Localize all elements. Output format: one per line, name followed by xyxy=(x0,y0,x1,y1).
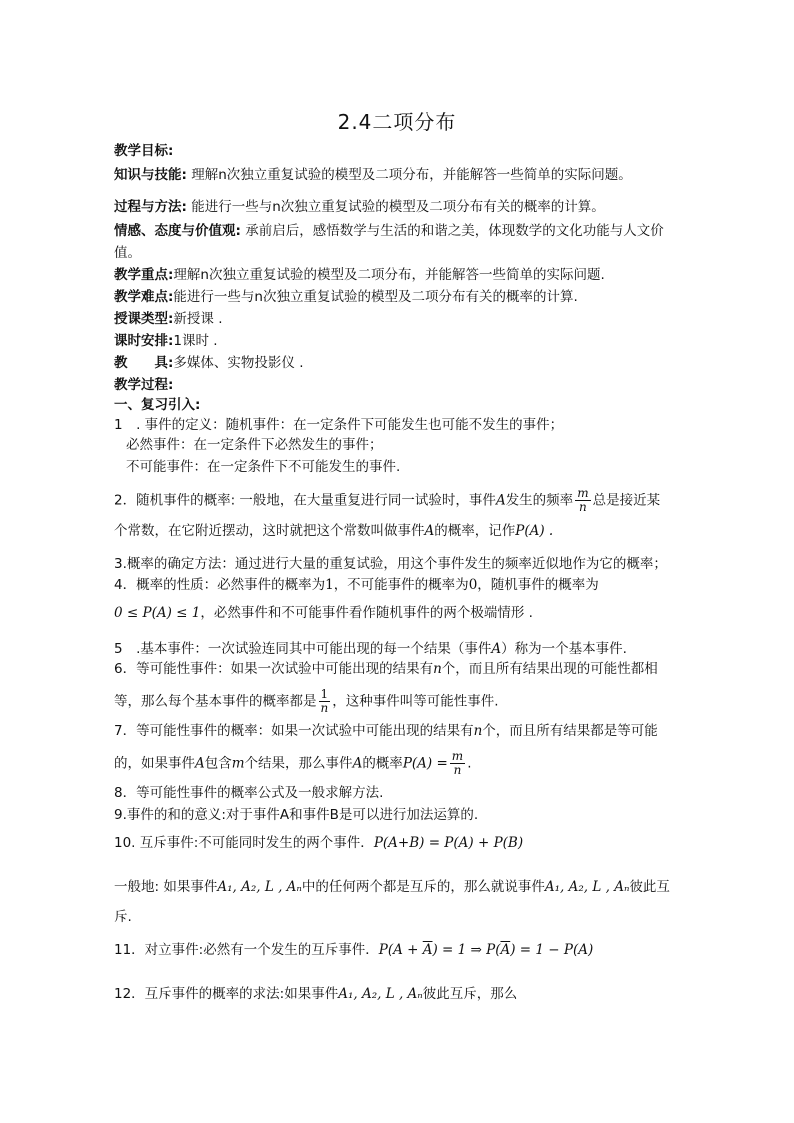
lesson-type-label: 授课类型: xyxy=(114,311,174,327)
goal-emotion-text: 承前启后，感悟数学与生活的和谐之美，体现数学的文化功能与人文价 xyxy=(240,223,664,239)
item-7 xyxy=(114,722,658,740)
formula-complement xyxy=(379,942,594,958)
symbol-a-bar: $\overline{A}$ xyxy=(422,942,433,958)
formula-part: P(A + xyxy=(378,942,423,958)
item-10-text-d: 彼此互 xyxy=(629,879,670,895)
symbol-n: n xyxy=(433,661,442,677)
lesson-hours-label: 课时安排: xyxy=(114,333,174,349)
item-6-text-c: 等，那么每个基本事件的概率都是 xyxy=(114,693,317,710)
period: . xyxy=(467,755,472,772)
item-2-text-e: 的概率，记作 xyxy=(434,523,516,539)
item-4-text-a: 4．概率的性质：必然事件的概率为 xyxy=(114,577,326,593)
formula-part: ) = 1 ⇒ P( xyxy=(432,942,501,958)
item-7-text-f: 的概率 xyxy=(362,755,403,772)
event-sequence: A₁, A₂, L , Aₙ xyxy=(544,879,630,895)
fraction-denominator: n xyxy=(320,701,329,715)
item-6 xyxy=(114,660,658,678)
item-7-text-c: 的，如果事件 xyxy=(114,755,195,772)
fraction-1-over-n xyxy=(319,688,331,715)
item-7-text-e: 个结果，那么事件 xyxy=(244,755,353,772)
lesson-type xyxy=(114,310,223,328)
item-2-text-b: 发生的频率 xyxy=(505,492,574,509)
symbol-m: m xyxy=(231,755,245,772)
key-points-text: 理解n次独立重复试验的模型及二项分布，并能解答一些简单的实际问题. xyxy=(173,267,605,283)
item-1-certain: 必然事件：在一定条件下必然发生的事件； xyxy=(126,437,383,453)
goals-heading: 教学目标: xyxy=(114,143,174,159)
item-7-text-b: 个，而且所有结果都是等可能 xyxy=(482,723,658,739)
item-9: 9.事件的和的意义:对于事件A和事件B是可以进行加法运算的. xyxy=(114,807,479,823)
item-1: 1 . 事件的定义：随机事件：在一定条件下可能发生也可能不发生的事件； xyxy=(114,417,564,433)
number-one: 1 xyxy=(325,577,334,593)
formula-pa: P(A) . xyxy=(515,523,554,539)
item-7-text-a: 7．等可能性事件的概率：如果一次试验中可能出现的结果有 xyxy=(114,723,474,739)
item-6-cont xyxy=(114,688,499,715)
teaching-tools-text: 多媒体、实物投影仪 . xyxy=(173,355,304,371)
formula-pa-eq: P(A) = xyxy=(402,755,448,772)
teaching-tools xyxy=(114,354,304,372)
goal-emotion-cont: 值。 xyxy=(114,245,141,261)
item-10 xyxy=(114,834,523,852)
symbol-a: A xyxy=(491,641,502,657)
item-10-text-c: 中的任何两个都是互斥的，那么就说事件 xyxy=(301,879,545,895)
item-2-text-a: 2．随机事件的概率: 一般地，在大量重复进行同一试验时，事件 xyxy=(114,492,496,509)
fraction-numerator: 1 xyxy=(319,688,331,702)
goal-knowledge-label: 知识与技能: xyxy=(114,167,187,183)
item-10-general xyxy=(114,878,670,896)
item-2-cont xyxy=(114,522,553,540)
lesson-type-text: 新授课 . xyxy=(173,311,223,327)
fraction-numerator: m xyxy=(577,486,589,500)
item-12-text-a: 12．互斥事件的概率的求法:如果事件 xyxy=(114,986,339,1002)
item-3: 3.概率的确定方法：通过进行大量的重复试验，用这个事件发生的频率近似地作为它的概率； xyxy=(114,556,667,572)
item-8: 8．等可能性事件的概率公式及一般求解方法. xyxy=(114,785,384,801)
page-title: 2.4二项分布 xyxy=(337,110,457,134)
item-12 xyxy=(114,985,517,1003)
item-4 xyxy=(114,576,599,594)
symbol-a: A xyxy=(352,755,363,772)
item-4-text-b: ，不可能事件的概率为 xyxy=(333,577,469,593)
review-heading: 一、复习引入: xyxy=(114,397,201,413)
goal-process-label: 过程与方法: xyxy=(114,199,187,215)
symbol-a: A xyxy=(195,755,205,772)
formula-addition-rule: P(A+B) = P(A) + P(B) xyxy=(373,835,524,851)
goal-emotion-label: 情感、态度与价值观: xyxy=(114,223,241,239)
teaching-tools-label: 教 具: xyxy=(114,355,174,371)
item-5-text-a: 5 .基本事件：一次试验连同其中可能出现的每一个结果（事件 xyxy=(114,641,492,657)
difficult-points-text: 能进行一些与n次独立重复试验的模型及二项分布有关的概率的计算. xyxy=(173,289,578,305)
formula-part: ) = 1 − P(A) xyxy=(510,942,594,958)
symbol-n: n xyxy=(473,723,483,739)
item-11 xyxy=(114,941,593,959)
item-7-text-d: 包含 xyxy=(204,755,232,772)
item-2 xyxy=(114,487,660,514)
item-12-text-b: 彼此互斥，那么 xyxy=(422,986,518,1002)
fraction-numerator: m xyxy=(451,749,464,763)
item-6-text-b: 个，而且所有结果出现的可能性都相 xyxy=(441,661,658,677)
symbol-a-bar: $\overline{A}$ xyxy=(500,942,511,958)
item-2-text-d: 个常数，在它附近摆动，这时就把这个常数叫做事件 xyxy=(114,523,425,539)
goal-knowledge-text: 理解n次独立重复试验的模型及二项分布，并能解答一些简单的实际问题。 xyxy=(186,167,632,183)
lesson-hours-text: 1课时 . xyxy=(173,333,218,349)
goal-process xyxy=(114,198,605,216)
goal-process-text: 能进行一些与n次独立重复试验的模型及二项分布有关的概率的计算。 xyxy=(186,199,605,215)
item-10-text-a: 10. 互斥事件:不可能同时发生的两个事件． xyxy=(114,835,374,851)
symbol-a: A xyxy=(424,523,435,539)
key-points xyxy=(114,266,605,284)
item-7-cont xyxy=(114,750,471,777)
item-5 xyxy=(114,640,627,658)
item-2-text-c: 总是接近某 xyxy=(592,492,661,509)
item-5-text-b: ）称为一个基本事件. xyxy=(501,641,627,657)
item-11-text-a: 11．对立事件:必然有一个发生的互斥事件． xyxy=(114,942,379,958)
fraction-m-over-n xyxy=(450,750,465,777)
item-6-text-d: ，这种事件叫等可能性事件. xyxy=(332,693,499,710)
fraction-denominator: n xyxy=(579,500,587,514)
number-zero: 0 xyxy=(468,577,478,593)
item-6-text-a: 6．等可能性事件：如果一次试验中可能出现的结果有 xyxy=(114,661,434,677)
item-4-cont xyxy=(114,604,533,622)
event-sequence: A₁, A₂, L , Aₙ xyxy=(338,986,423,1002)
item-10-cont: 斥. xyxy=(114,909,132,925)
event-sequence: A₁, A₂, L , Aₙ xyxy=(217,879,302,895)
difficult-points xyxy=(114,288,578,306)
symbol-a: A xyxy=(495,492,506,509)
item-1-impossible: 不可能事件：在一定条件下不可能发生的事件. xyxy=(126,459,401,475)
process-heading: 教学过程: xyxy=(114,377,174,393)
lesson-hours xyxy=(114,332,218,350)
item-10-text-b: 一般地: 如果事件 xyxy=(114,879,218,895)
key-points-label: 教学重点: xyxy=(114,267,174,283)
item-4-text-c: ，随机事件的概率为 xyxy=(477,577,599,593)
fraction-denominator: n xyxy=(453,763,462,777)
goal-knowledge xyxy=(114,166,632,184)
fraction-m-over-n xyxy=(575,487,590,514)
goal-emotion xyxy=(114,222,664,240)
formula-probability-range: 0 ≤ P(A) ≤ 1 xyxy=(114,605,201,621)
item-4-text-d: ，必然事件和不可能事件看作随机事件的两个极端情形 . xyxy=(200,605,533,621)
difficult-points-label: 教学难点: xyxy=(114,289,174,305)
